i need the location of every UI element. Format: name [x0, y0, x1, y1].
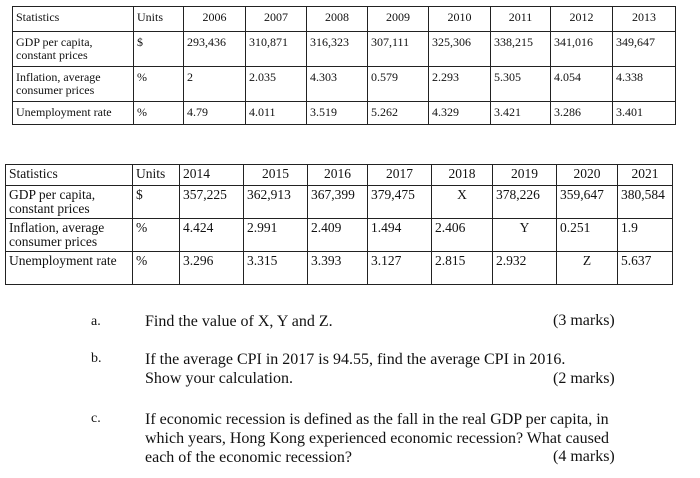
- value-cell: 5.262: [368, 102, 429, 125]
- value-cell: 359,647: [557, 186, 618, 219]
- table-row: [6, 252, 673, 285]
- value-cell: 4.338: [613, 67, 676, 102]
- header-cell: 2011: [491, 7, 551, 32]
- row-label: Inflation, average consumer prices: [6, 219, 133, 252]
- value-cell: 4.424: [180, 219, 244, 252]
- value-cell: 4.79: [184, 102, 246, 125]
- question-c-marks: (4 marks): [553, 448, 615, 465]
- value-cell: 3.519: [307, 102, 368, 125]
- question-b-text: If the average CPI in 2017 is 94.55, find the average CPI in 2016. Show your calculation.: [145, 351, 566, 387]
- row-label: Unemployment rate: [6, 252, 133, 285]
- row-label: GDP per capita, constant prices: [13, 32, 134, 67]
- value-cell: 367,399: [308, 186, 368, 219]
- row-label: Unemployment rate: [13, 102, 134, 125]
- unit-cell: $: [134, 32, 184, 67]
- statistics-table-2006-2013: [12, 6, 676, 125]
- question-b-label: b.: [91, 351, 102, 366]
- value-cell: 0.251: [557, 219, 618, 252]
- row-label: GDP per capita, constant prices: [6, 186, 133, 219]
- value-cell: 3.421: [491, 102, 551, 125]
- value-cell: 349,647: [613, 32, 676, 67]
- header-cell: 2019: [493, 165, 557, 186]
- table-row: [13, 67, 676, 102]
- question-a-label: a.: [91, 314, 101, 329]
- value-cell: 0.579: [368, 67, 429, 102]
- value-cell: 3.286: [551, 102, 613, 125]
- header-cell: Units: [133, 165, 180, 186]
- table-row: [6, 219, 673, 252]
- table-header-row: [13, 7, 676, 32]
- table-row: [6, 186, 673, 219]
- value-cell: 4.011: [246, 102, 307, 125]
- value-cell: 310,871: [246, 32, 307, 67]
- header-cell: 2020: [557, 165, 618, 186]
- unit-cell: %: [133, 252, 180, 285]
- header-cell: 2010: [429, 7, 491, 32]
- header-cell: 2014: [180, 165, 244, 186]
- unit-cell: $: [133, 186, 180, 219]
- table-header-row: [6, 165, 673, 186]
- value-cell: 4.329: [429, 102, 491, 125]
- value-cell: 316,323: [307, 32, 368, 67]
- unit-cell: %: [134, 102, 184, 125]
- header-cell: 2012: [551, 7, 613, 32]
- value-cell: 341,016: [551, 32, 613, 67]
- header-cell: Units: [134, 7, 184, 32]
- value-cell: 2.932: [493, 252, 557, 285]
- header-cell: 2006: [184, 7, 246, 32]
- header-cell: Statistics: [6, 165, 133, 186]
- value-cell: 1.494: [368, 219, 432, 252]
- header-cell: 2009: [368, 7, 429, 32]
- header-cell: 2015: [244, 165, 308, 186]
- value-cell: 379,475: [368, 186, 432, 219]
- question-c-label: c.: [91, 411, 101, 426]
- value-cell: 3.315: [244, 252, 308, 285]
- value-cell: 5.637: [618, 252, 673, 285]
- header-cell: 2008: [307, 7, 368, 32]
- question-b-marks: (2 marks): [553, 370, 615, 387]
- header-cell: 2018: [432, 165, 493, 186]
- value-cell: 2: [184, 67, 246, 102]
- header-cell: 2016: [308, 165, 368, 186]
- value-cell: 2.815: [432, 252, 493, 285]
- value-cell: 1.9: [618, 219, 673, 252]
- value-cell: 325,306: [429, 32, 491, 67]
- value-cell: 2.035: [246, 67, 307, 102]
- value-cell: 362,913: [244, 186, 308, 219]
- value-cell: 307,111: [368, 32, 429, 67]
- value-cell: 4.054: [551, 67, 613, 102]
- question-c-text: If economic recession is defined as the fall in the real GDP per capita, in which years, Hong Kong experienced economic recession? What caused each of the economic recession?: [145, 411, 609, 466]
- question-a-text: Find the value of X, Y and Z.: [145, 313, 333, 330]
- header-cell: 2017: [368, 165, 432, 186]
- value-cell: 2.991: [244, 219, 308, 252]
- question-a-marks: (3 marks): [553, 312, 615, 329]
- value-cell: Z: [557, 252, 618, 285]
- row-label: Inflation, average consumer prices: [13, 67, 134, 102]
- value-cell: 2.293: [429, 67, 491, 102]
- value-cell: X: [432, 186, 493, 219]
- value-cell: 378,226: [493, 186, 557, 219]
- unit-cell: %: [133, 219, 180, 252]
- value-cell: 338,215: [491, 32, 551, 67]
- value-cell: 2.409: [308, 219, 368, 252]
- value-cell: 2.406: [432, 219, 493, 252]
- table-row: [13, 102, 676, 125]
- value-cell: 3.393: [308, 252, 368, 285]
- value-cell: 3.127: [368, 252, 432, 285]
- value-cell: 357,225: [180, 186, 244, 219]
- header-cell: 2007: [246, 7, 307, 32]
- value-cell: 3.401: [613, 102, 676, 125]
- header-cell: 2021: [618, 165, 673, 186]
- value-cell: 380,584: [618, 186, 673, 219]
- header-cell: 2013: [613, 7, 676, 32]
- statistics-table-2014-2021: [5, 164, 673, 285]
- value-cell: Y: [493, 219, 557, 252]
- value-cell: 3.296: [180, 252, 244, 285]
- value-cell: 5.305: [491, 67, 551, 102]
- value-cell: 293,436: [184, 32, 246, 67]
- value-cell: 4.303: [307, 67, 368, 102]
- header-cell: Statistics: [13, 7, 134, 32]
- unit-cell: %: [134, 67, 184, 102]
- table-row: [13, 32, 676, 67]
